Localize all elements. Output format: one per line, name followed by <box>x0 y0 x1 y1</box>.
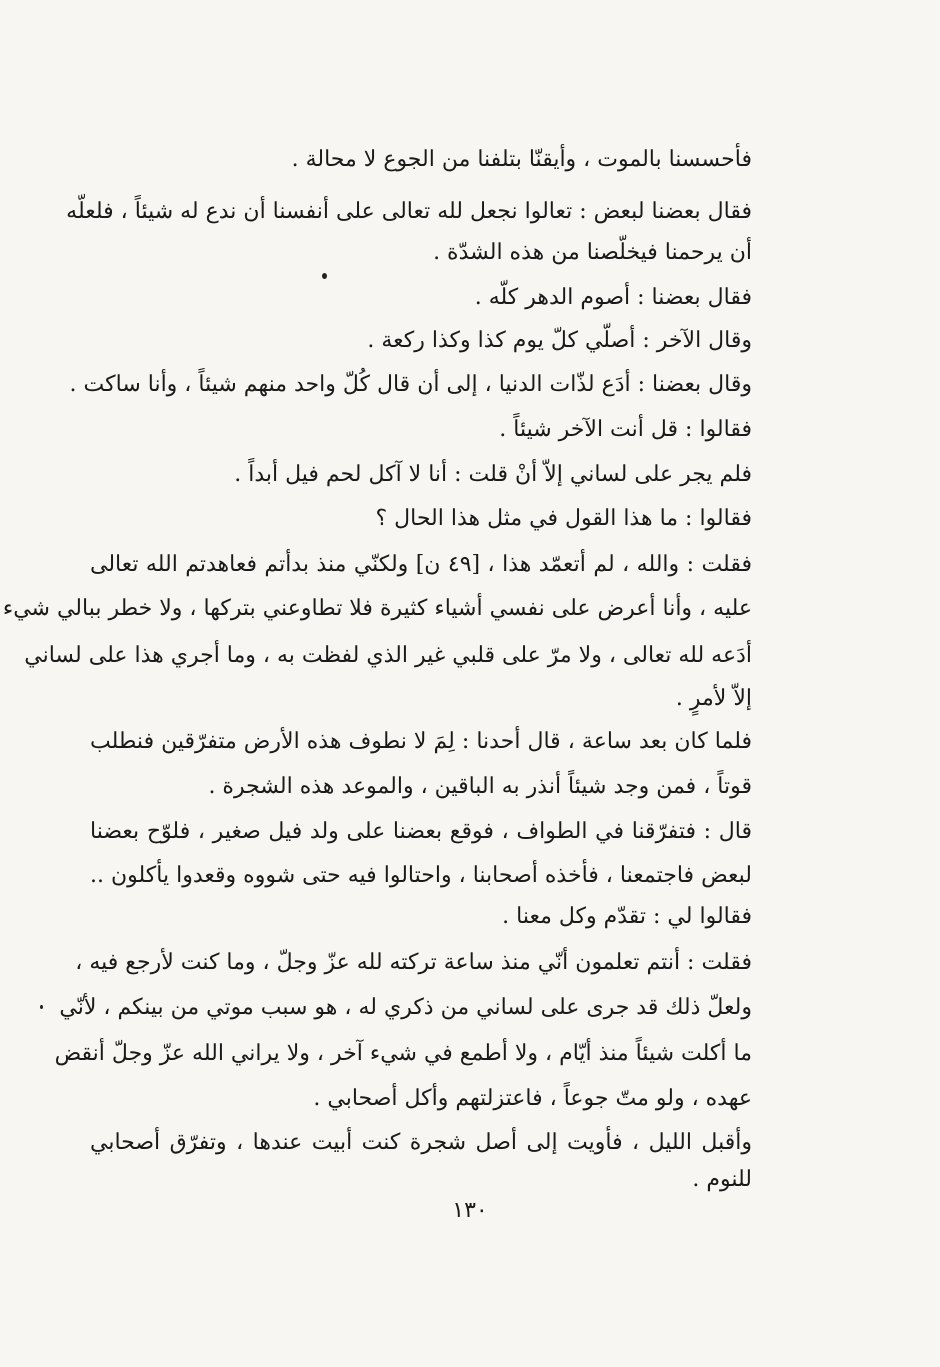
ink-speck <box>40 1005 43 1009</box>
text-line: وقال الآخر : أصلّي كلّ يوم كذا وكذا ركعة . <box>367 328 752 353</box>
text-line: فقال بعضنا لبعض : تعالوا نجعل لله تعالى على أنفسنا أن ندع له شيئاً ، فلعلّه <box>66 199 752 224</box>
text-line: وأقبل الليل ، فأويت إلى أصل شجرة كنت أبيت عندها ، وتفرّق أصحابي <box>90 1130 752 1155</box>
text-line: أدَعه لله تعالى ، ولا مرّ على قلبي غير الذي لفظت به ، وما أجري هذا على لساني <box>24 643 752 668</box>
ink-speck <box>322 273 327 279</box>
text-line: فقالوا : ما هذا القول في مثل هذا الحال ؟ <box>375 506 752 531</box>
text-line: فقلت : أنتم تعلمون أنّي منذ ساعة تركته لله عزّ وجلّ ، وما كنت لأرجع فيه ، <box>75 950 752 975</box>
text-line: للنوم . <box>692 1167 752 1192</box>
page-number: ١٣٠ <box>452 1198 488 1223</box>
text-line: فقلت : والله ، لم أتعمّد هذا ، [٤٩ ن] ولكنّي منذ بدأتم فعاهدتم الله تعالى <box>90 552 752 577</box>
text-line: قوتاً ، فمن وجد شيئاً أنذر به الباقين ، والموعد هذه الشجرة . <box>208 774 752 799</box>
text-line: إلاّ لأمرٍ . <box>675 686 752 711</box>
text-line: فلم يجر على لساني إلاّ أنْ قلت : أنا لا آكل لحم فيل أبداً . <box>234 462 752 487</box>
text-line: فقال بعضنا : أصوم الدهر كلّه . <box>474 285 752 310</box>
text-line: فقالوا : قل أنت الآخر شيئاً . <box>499 417 752 442</box>
text-line: قال : فتفرّقنا في الطواف ، فوقع بعضنا على ولد فيل صغير ، فلوّح بعضنا <box>90 819 752 844</box>
text-line: ما أكلت شيئاً منذ أيّام ، ولا أطمع في شيء آخر ، ولا يراني الله عزّ وجلّ أنقض <box>54 1041 752 1066</box>
text-line: فقالوا لي : تقدّم وكل معنا . <box>502 904 752 929</box>
text-line: أن يرحمنا فيخلّصنا من هذه الشدّة . <box>433 240 752 265</box>
text-line: وقال بعضنا : أدَع لذّات الدنيا ، إلى أن قال كُلّ واحد منهم شيئاً ، وأنا ساكت . <box>69 372 752 397</box>
text-line: فأحسسنا بالموت ، وأيقنّا بتلفنا من الجوع لا محالة . <box>291 147 752 172</box>
text-line: ولعلّ ذلك قد جرى على لساني من ذكري له ، هو سبب موتي من بينكم ، لأنّي <box>59 995 752 1020</box>
text-line: فلما كان بعد ساعة ، قال أحدنا : لِمَ لا نطوف هذه الأرض متفرّقين فنطلب <box>90 729 752 754</box>
text-line: عهده ، ولو متّ جوعاً ، فاعتزلتهم وأكل أصحابي . <box>313 1086 752 1111</box>
text-line: عليه ، وأنا أعرض على نفسي أشياء كثيرة فلا تطاوعني بتركها ، ولا خطر ببالي شيء <box>2 596 752 621</box>
text-line: لبعض فاجتمعنا ، فأخذه أصحابنا ، واحتالوا فيه حتى شووه وقعدوا يأكلون .. <box>90 863 752 888</box>
